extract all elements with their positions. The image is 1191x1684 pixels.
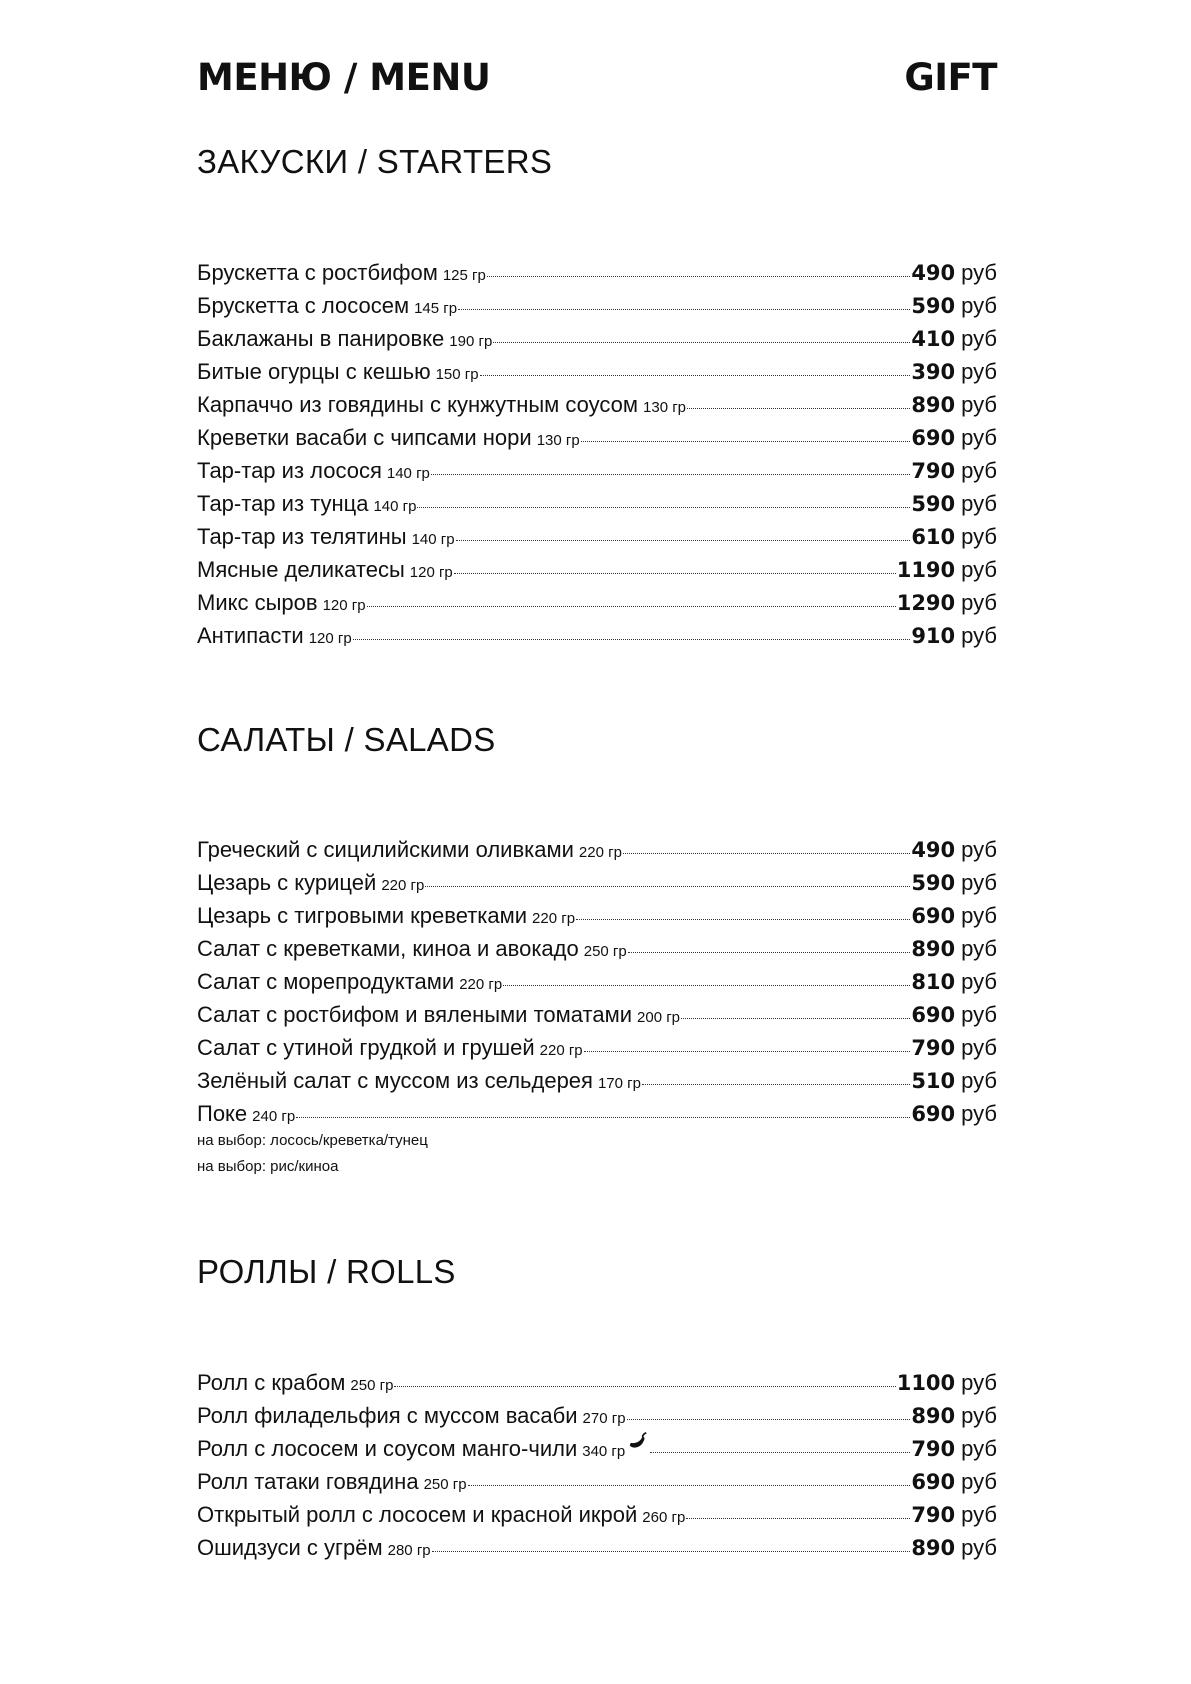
currency-label: руб (961, 1035, 997, 1060)
item-name: Салат с ростбифом и вялеными томатами (197, 1002, 633, 1027)
item-price: 390 (911, 360, 956, 384)
item-name: Салат с утиной грудкой и грушей (197, 1035, 535, 1060)
currency-label: руб (961, 458, 997, 483)
item-price: 1100 (896, 1371, 956, 1395)
item-price: 490 (911, 838, 956, 862)
currency-label: руб (961, 870, 997, 895)
item-price: 790 (911, 1036, 956, 1060)
menu-item (197, 1031, 997, 1064)
item-weight: 120 гр (322, 597, 366, 614)
currency-label: руб (961, 936, 997, 961)
menu-item (197, 1097, 997, 1130)
item-weight: 140 гр (373, 498, 417, 515)
item-weight: 120 гр (409, 564, 453, 581)
dot-leader (584, 1050, 911, 1052)
item-name: Ролл с лососем и соусом манго-чили (197, 1436, 578, 1461)
item-name: Цезарь с тигровыми креветками (197, 903, 528, 928)
item-name: Битые огурцы с кешью (197, 359, 431, 384)
currency-label: руб (961, 1403, 997, 1428)
item-price: 690 (911, 904, 956, 928)
item-name: Открытый ролл с лососем и красной икрой (197, 1502, 638, 1527)
menu-item (197, 1399, 997, 1432)
menu-item (197, 619, 997, 652)
dot-leader (353, 638, 911, 640)
item-price: 690 (911, 1003, 956, 1027)
menu-item (197, 553, 997, 586)
item-weight: 260 гр (642, 1509, 686, 1526)
item-weight: 170 гр (597, 1075, 641, 1092)
item-name: Ролл татаки говядина (197, 1469, 419, 1494)
item-price: 790 (911, 459, 956, 483)
section-title: САЛАТЫ / SALADS (197, 721, 496, 758)
item-name: Брускетта с лососем (197, 293, 410, 318)
item-weight: 190 гр (449, 333, 493, 350)
currency-label: руб (961, 1436, 997, 1461)
item-weight: 200 гр (637, 1009, 681, 1026)
currency-label: руб (961, 326, 997, 351)
item-name: Цезарь с курицей (197, 870, 377, 895)
item-price: 790 (911, 1437, 956, 1461)
dot-leader (581, 440, 911, 442)
items-list (197, 256, 997, 652)
menu-title: МЕНЮ / MENU (197, 56, 491, 99)
brand-name: GIFT (904, 56, 997, 99)
chili-pepper-icon (627, 1434, 649, 1456)
menu-item (197, 289, 997, 322)
item-name: Салат с морепродуктами (197, 969, 455, 994)
currency-label: руб (961, 590, 997, 615)
menu-item (197, 932, 997, 965)
menu-item (197, 899, 997, 932)
item-price: 690 (911, 1470, 956, 1494)
item-price: 890 (911, 393, 956, 417)
dot-leader (650, 1451, 910, 1453)
item-price: 590 (911, 492, 956, 516)
menu-item (197, 866, 997, 899)
menu-item (197, 1432, 997, 1465)
item-name: Креветки васаби с чипсами нори (197, 425, 532, 450)
item-name: Греческий с сицилийскими оливками (197, 837, 574, 862)
dot-leader (627, 1418, 911, 1420)
items-list (197, 1366, 997, 1564)
item-weight: 250 гр (350, 1377, 394, 1394)
dot-leader (417, 506, 910, 508)
menu-item (197, 833, 997, 866)
menu-item (197, 1465, 997, 1498)
item-name: Тар-тар из лосося (197, 458, 382, 483)
item-name: Тар-тар из тунца (197, 491, 369, 516)
currency-label: руб (961, 1068, 997, 1093)
item-weight: 240 гр (252, 1108, 296, 1125)
section-title: РОЛЛЫ / ROLLS (197, 1253, 456, 1290)
item-weight: 270 гр (582, 1410, 626, 1427)
currency-label: руб (961, 1469, 997, 1494)
item-price: 790 (911, 1503, 956, 1527)
item-name: Микс сыров (197, 590, 318, 615)
note-line: на выбор: рис/киноа (197, 1158, 339, 1175)
item-price: 890 (911, 1536, 956, 1560)
notes (197, 1128, 428, 1180)
dot-leader (468, 1484, 911, 1486)
item-name: Ошидзуси с угрём (197, 1535, 383, 1560)
item-name: Ролл с крабом (197, 1370, 346, 1395)
dot-leader (296, 1116, 910, 1118)
currency-label: руб (961, 425, 997, 450)
item-name: Антипасти (197, 623, 304, 648)
item-price: 690 (911, 426, 956, 450)
menu-item (197, 454, 997, 487)
menu-item (197, 388, 997, 421)
item-name: Карпаччо из говядины с кунжутным соусом (197, 392, 639, 417)
item-price: 610 (911, 525, 956, 549)
currency-label: руб (961, 1535, 997, 1560)
dot-leader (458, 308, 910, 310)
menu-item (197, 256, 997, 289)
currency-label: руб (961, 1370, 997, 1395)
dot-leader (487, 275, 910, 277)
item-price: 810 (911, 970, 956, 994)
item-weight: 140 гр (386, 465, 430, 482)
item-weight: 220 гр (532, 910, 576, 927)
dot-leader (425, 885, 910, 887)
currency-label: руб (961, 969, 997, 994)
item-price: 490 (911, 261, 956, 285)
item-weight: 340 гр (582, 1443, 626, 1460)
menu-item (197, 355, 997, 388)
note-line: на выбор: лосось/креветка/тунец (197, 1132, 428, 1149)
dot-leader (454, 572, 896, 574)
item-weight: 140 гр (411, 531, 455, 548)
item-price: 1290 (896, 591, 956, 615)
item-price: 910 (911, 624, 956, 648)
item-weight: 220 гр (459, 976, 503, 993)
currency-label: руб (961, 1002, 997, 1027)
dot-leader (367, 605, 896, 607)
dot-leader (681, 1017, 910, 1019)
item-weight: 250 гр (583, 943, 627, 960)
item-price: 890 (911, 1404, 956, 1428)
item-name: Салат с креветками, киноа и авокадо (197, 936, 579, 961)
dot-leader (503, 984, 910, 986)
item-name: Зелёный салат с муссом из сельдерея (197, 1068, 593, 1093)
menu-item (197, 998, 997, 1031)
currency-label: руб (961, 491, 997, 516)
item-weight: 220 гр (381, 877, 425, 894)
item-price: 690 (911, 1102, 956, 1126)
dot-leader (642, 1083, 910, 1085)
section-title: ЗАКУСКИ / STARTERS (197, 143, 553, 180)
menu-item (197, 1498, 997, 1531)
item-name: Мясные деликатесы (197, 557, 405, 582)
menu-item (197, 421, 997, 454)
currency-label: руб (961, 557, 997, 582)
item-price: 510 (911, 1069, 956, 1093)
menu-item (197, 1531, 997, 1564)
item-weight: 130 гр (536, 432, 580, 449)
item-name: Брускетта с ростбифом (197, 260, 438, 285)
item-price: 1190 (896, 558, 956, 582)
items-list (197, 833, 997, 1130)
dot-leader (431, 473, 910, 475)
dot-leader (394, 1385, 895, 1387)
item-name: Тар-тар из телятины (197, 524, 407, 549)
menu-item (197, 322, 997, 355)
currency-label: руб (961, 293, 997, 318)
item-weight: 130 гр (643, 399, 687, 416)
item-weight: 150 гр (435, 366, 479, 383)
item-weight: 145 гр (414, 300, 458, 317)
menu-item (197, 520, 997, 553)
item-weight: 280 гр (387, 1542, 431, 1559)
item-weight: 220 гр (539, 1042, 583, 1059)
dot-leader (628, 951, 911, 953)
dot-leader (623, 852, 910, 854)
item-weight: 125 гр (442, 267, 486, 284)
currency-label: руб (961, 524, 997, 549)
currency-label: руб (961, 837, 997, 862)
dot-leader (432, 1550, 911, 1552)
item-price: 590 (911, 294, 956, 318)
menu-item (197, 965, 997, 998)
item-weight: 220 гр (578, 844, 622, 861)
menu-item (197, 1366, 997, 1399)
dot-leader (480, 374, 911, 376)
item-price: 890 (911, 937, 956, 961)
dot-leader (493, 341, 910, 343)
item-name: Поке (197, 1101, 248, 1126)
currency-label: руб (961, 392, 997, 417)
item-price: 410 (911, 327, 956, 351)
dot-leader (686, 1517, 910, 1519)
item-name: Ролл филадельфия с муссом васаби (197, 1403, 578, 1428)
dot-leader (576, 918, 910, 920)
currency-label: руб (961, 1502, 997, 1527)
dot-leader (456, 539, 911, 541)
item-name: Баклажаны в панировке (197, 326, 445, 351)
currency-label: руб (961, 1101, 997, 1126)
item-price: 590 (911, 871, 956, 895)
menu-item (197, 487, 997, 520)
currency-label: руб (961, 260, 997, 285)
menu-item (197, 1064, 997, 1097)
item-weight: 250 гр (423, 1476, 467, 1493)
item-weight: 120 гр (308, 630, 352, 647)
currency-label: руб (961, 623, 997, 648)
currency-label: руб (961, 359, 997, 384)
menu-item (197, 586, 997, 619)
currency-label: руб (961, 903, 997, 928)
dot-leader (687, 407, 910, 409)
